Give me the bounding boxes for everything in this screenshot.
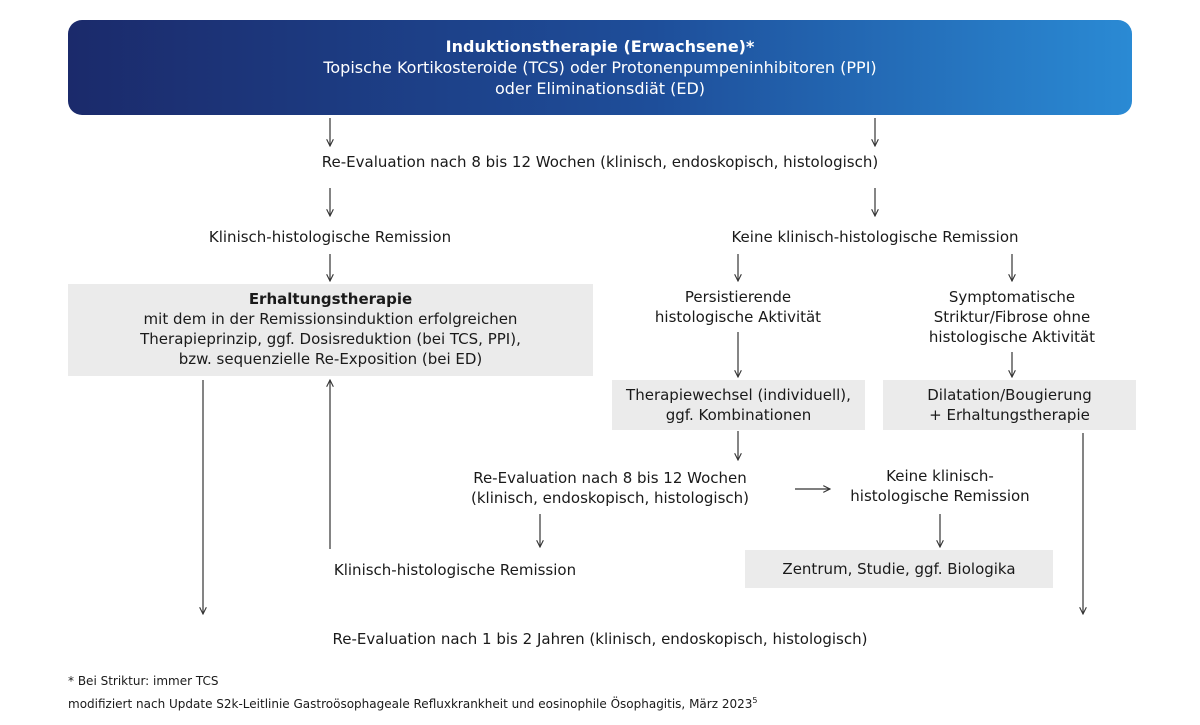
remission-2: Klinisch-histologische Remission [333, 561, 577, 579]
stricture-line-3: histologische Aktivität [928, 328, 1096, 346]
dilatation-line-2: + Erhaltungstherapie [929, 406, 1090, 424]
maintenance-box [68, 284, 593, 376]
center-text: Zentrum, Studie, ggf. Biologika [782, 560, 1016, 578]
stricture-line-2: Striktur/Fibrose ohne [933, 308, 1091, 326]
source-ref: 5 [752, 696, 758, 705]
header-title: Induktionstherapie (Erwachsene)* [445, 37, 755, 56]
reeval-2-line-1: Re-Evaluation nach 8 bis 12 Wochen [473, 469, 747, 487]
dilatation-box [883, 380, 1136, 430]
symptomatic-stricture [880, 287, 1144, 347]
footnote-text: Bei Striktur: immer TCS [77, 674, 219, 688]
reeval-2 [440, 468, 780, 508]
reeval-1: Re-Evaluation nach 8 bis 12 Wochen (klinisch, endoskopisch, histologisch) [321, 153, 879, 171]
header-line-2: Topische Kortikosteroide (TCS) oder Protonenpumpeninhibitoren (PPI) [323, 58, 877, 77]
persist-line-2: histologische Aktivität [654, 308, 822, 326]
maintenance-line-2: Therapieprinzip, ggf. Dosisreduktion (bei TCS, PPI), [140, 330, 521, 348]
center-box [745, 550, 1053, 588]
no-remission-right: Keine klinisch-histologische Remission [731, 228, 1019, 246]
stricture-line-1: Symptomatische [948, 288, 1076, 306]
header-line-3: oder Eliminationsdiät (ED) [494, 79, 706, 98]
source-note [68, 692, 757, 713]
therapy-switch-box [612, 380, 865, 430]
reeval-2-line-2: (klinisch, endoskopisch, histologisch) [470, 489, 750, 507]
no-remission-2 [830, 466, 1050, 506]
footnote-mark: * [68, 674, 74, 688]
footnote [68, 673, 219, 690]
source-text: modifiziert nach Update S2k-Leitlinie Gastroösophageale Refluxkrankheit und eosinophile Ösophagitis, März 2023 [68, 697, 753, 711]
no-remission-2-line-2: histologische Remission [850, 487, 1030, 505]
maintenance-title: Erhaltungstherapie [248, 290, 413, 308]
switch-line-2: ggf. Kombinationen [665, 406, 812, 424]
dilatation-line-1: Dilatation/Bougierung [927, 386, 1092, 404]
reeval-final: Re-Evaluation nach 1 bis 2 Jahren (klinisch, endoskopisch, histologisch) [332, 630, 868, 648]
persistent-activity [608, 287, 868, 327]
switch-line-1: Therapiewechsel (individuell), [626, 386, 851, 404]
persist-line-1: Persistierende [684, 288, 792, 306]
maintenance-line-3: bzw. sequenzielle Re-Exposition (bei ED) [178, 350, 483, 368]
maintenance-line-1: mit dem in der Remissionsinduktion erfolgreichen [143, 310, 518, 328]
no-remission-2-line-1: Keine klinisch- [886, 467, 994, 485]
remission-left: Klinisch-histologische Remission [208, 228, 452, 246]
